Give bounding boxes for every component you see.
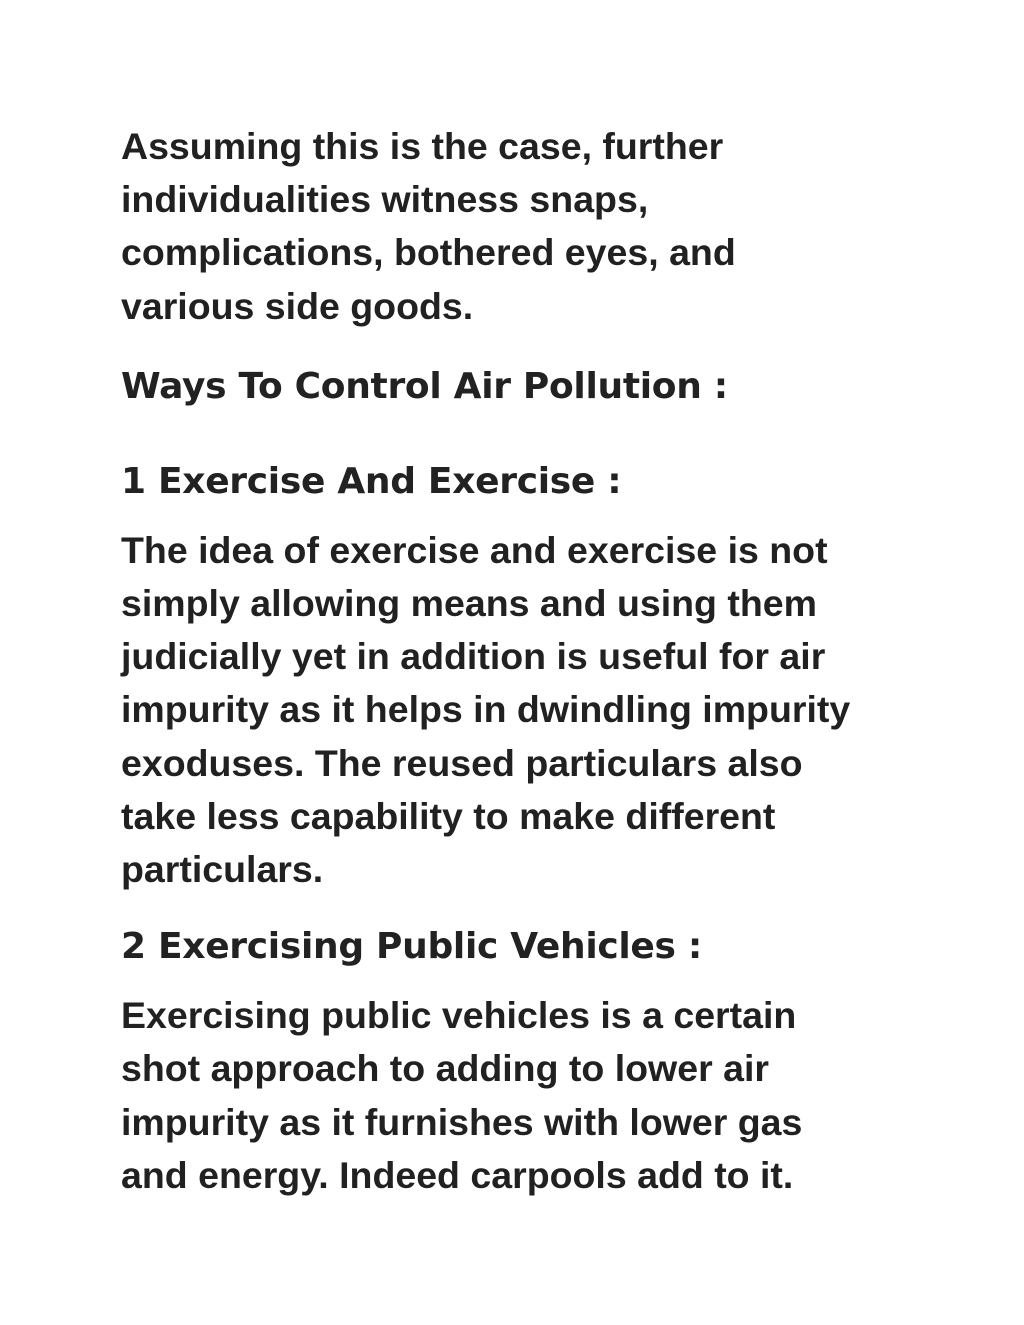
text-line: and energy. Indeed carpools add to it. (121, 1153, 794, 1196)
section-heading: Ways To Control Air Pollution : (121, 365, 728, 407)
subsection-1-paragraph (121, 524, 921, 896)
subsection-1-heading: 1 Exercise And Exercise : (121, 460, 622, 502)
intro-paragraph (121, 120, 921, 333)
text-line: shot approach to adding to lower air (121, 1047, 769, 1090)
text-line: various side goods. (121, 284, 474, 327)
text-line: simply allowing means and using them (121, 582, 817, 625)
document-page (121, 120, 921, 1202)
text-line: complications, bothered eyes, and (121, 231, 736, 274)
text-line: exoduses. The reused particulars also (121, 741, 803, 784)
text-line: particulars. (121, 848, 324, 891)
text-line: judicially yet in addition is useful for air (121, 635, 826, 678)
text-line: impurity as it furnishes with lower gas (121, 1100, 803, 1143)
subsection-2-heading: 2 Exercising Public Vehicles : (121, 926, 703, 968)
text-line: The idea of exercise and exercise is not (121, 528, 828, 571)
text-line: individualities witness snaps, (121, 178, 649, 221)
text-line: impurity as it helps in dwindling impurity (121, 688, 851, 731)
text-line: Exercising public vehicles is a certain (121, 994, 797, 1037)
text-line: Assuming this is the case, further (121, 125, 724, 167)
text-line: take less capability to make different (121, 794, 776, 837)
subsection-2-paragraph (121, 989, 921, 1202)
